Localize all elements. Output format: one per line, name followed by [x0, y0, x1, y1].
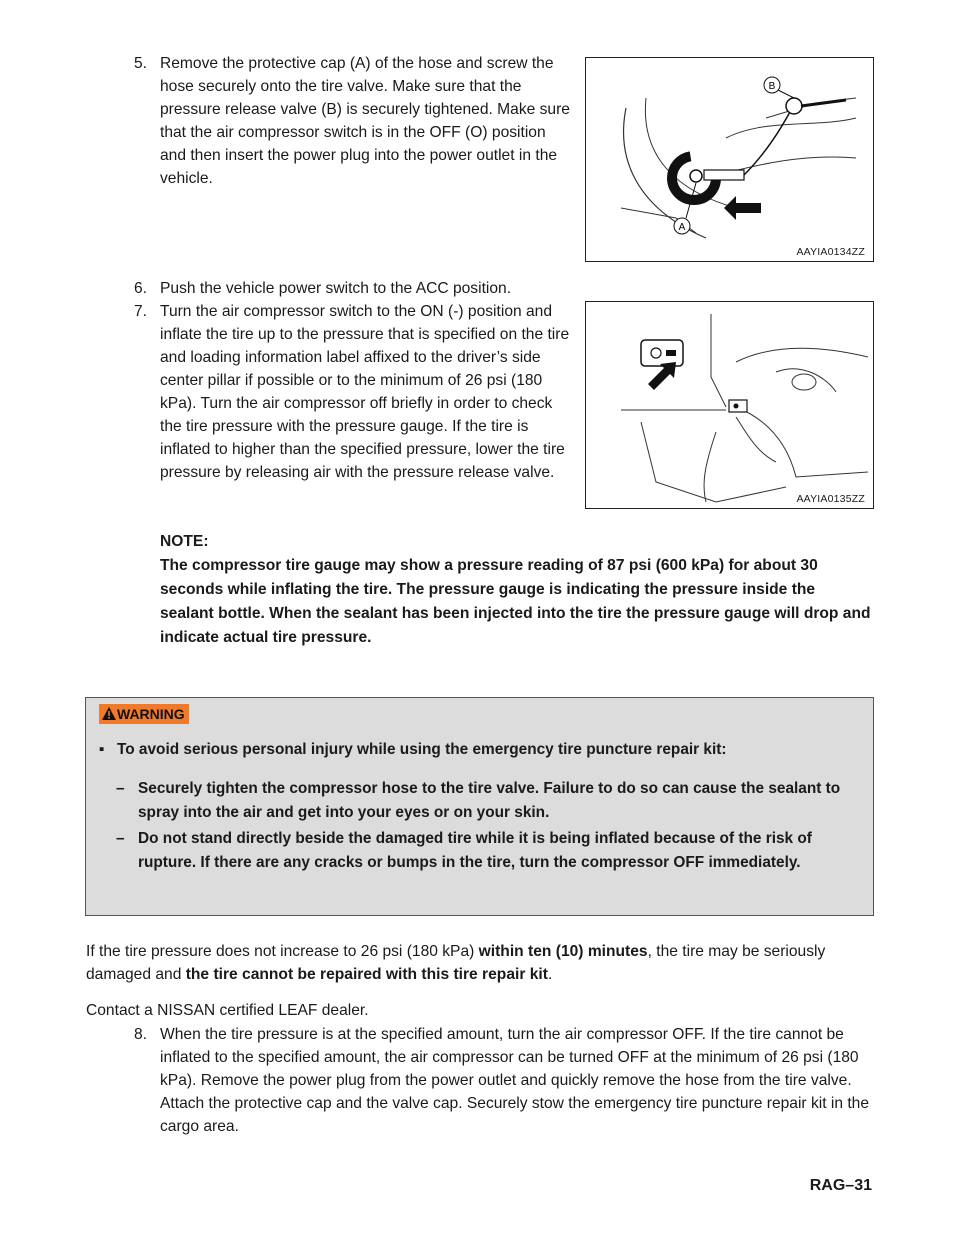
figure-hose-connection: [585, 57, 874, 262]
step-text: Push the vehicle power switch to the ACC position.: [160, 280, 512, 297]
warning-label: [99, 704, 189, 724]
step-text: Turn the air compressor switch to the ON (-) position and inflate the tire up to the pressure that is specified on the tire and loading information label affixed to the driver’s side center pillar if possible or to the minimum of 26 psi (180 kPa). Turn the air compressor off briefly in order to check the tire pressure with the pressure gauge. If the tire is inflated to higher than the specified pressure, lower the tire pressure by releasing air with the pressure release valve.: [160, 303, 570, 481]
step-6: [134, 277, 572, 300]
dash-mark: –: [116, 780, 125, 797]
step-number: 5.: [134, 55, 148, 72]
label-b: B: [768, 81, 776, 92]
pressure-paragraph: [86, 940, 876, 986]
step-number: 7.: [134, 303, 148, 320]
pressure-text-5: .: [547, 966, 553, 983]
pressure-text-2: within ten (10) minutes: [478, 943, 648, 960]
page-number: RAG–31: [809, 1177, 872, 1194]
pressure-text-4: the tire cannot be repaired with this tire repair kit: [185, 966, 548, 983]
warning-dash-2: [116, 827, 856, 875]
pressure-text-3: , the tire may be seriously damaged and: [86, 943, 826, 983]
warning-box: [85, 697, 874, 916]
hose-connection-illustration: [586, 58, 874, 262]
step-number: 6.: [134, 280, 148, 297]
step-text: Remove the protective cap (A) of the hose and screw the hose securely onto the tire valve. Make sure that the pressure release valve (B) is securely tightened. Make sure that the air compressor switch is in the OFF (O) position and then insert the power plug into the power outlet in the vehicle.: [160, 55, 570, 187]
note-title: NOTE:: [160, 533, 209, 550]
step-number: 8.: [134, 1026, 148, 1043]
label-a: A: [678, 222, 686, 233]
warning-bullet: [99, 738, 859, 762]
warning-dash-1-text: Securely tighten the compressor hose to the tire valve. Failure to do so can cause the sealant to spray into the air and get into your eyes or on your skin.: [138, 780, 841, 821]
bullet-mark: ▪: [99, 741, 105, 758]
warning-triangle-icon: [101, 704, 117, 722]
warning-dash-2-text: Do not stand directly beside the damaged tire while it is being inflated because of the risk of rupture. If there are any cracks or bumps in the tire, turn the compressor OFF immediately.: [138, 830, 812, 871]
step-7: [134, 300, 578, 484]
step-text: When the tire pressure is at the specified amount, turn the air compressor OFF. If the tire cannot be inflated to the specified amount, the air compressor can be turned OFF at the minimum of 26 psi (180 kPa). Remove the power plug from the power outlet and quickly remove the hose from the tire valve. Attach the protective cap and the valve cap. Securely stow the emergency tire puncture repair kit in the cargo area.: [160, 1026, 870, 1135]
pressure-text-1: If the tire pressure does not increase to 26 psi (180 kPa): [86, 943, 479, 960]
dash-mark: –: [116, 830, 125, 847]
warning-bullet-text: To avoid serious personal injury while using the emergency tire puncture repair kit:: [117, 741, 727, 758]
figure-compressor-switch: [585, 301, 874, 509]
warning-label-text: WARNING: [117, 706, 185, 722]
step-5: [134, 52, 572, 190]
note-body: The compressor tire gauge may show a pressure reading of 87 psi (600 kPa) for about 30 seconds while inflating the tire. The pressure gauge is indicating the pressure inside the sealant bottle. When the sealant has been injected into the tire the pressure gauge will drop and indicate actual tire pressure.: [160, 557, 871, 646]
step-8: [134, 1023, 872, 1138]
figure-code: AAYIA0134ZZ: [796, 246, 865, 258]
warning-dash-1: [116, 777, 856, 825]
dealer-paragraph: Contact a NISSAN certified LEAF dealer.: [86, 1002, 369, 1019]
compressor-switch-illustration: [586, 302, 874, 509]
figure-code: AAYIA0135ZZ: [796, 493, 865, 505]
